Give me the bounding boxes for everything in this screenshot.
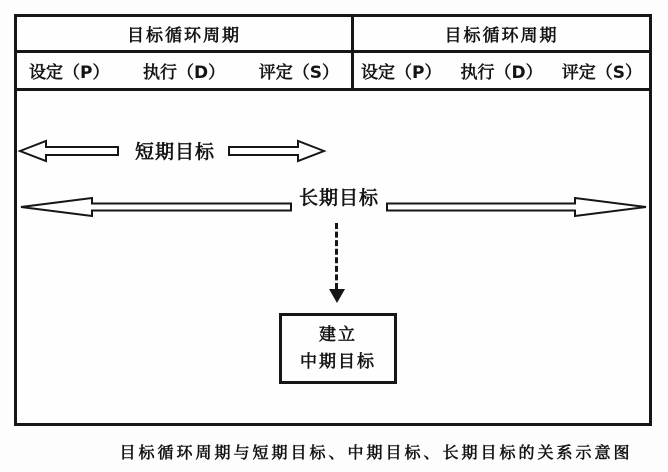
goal-cycle-column-right bbox=[354, 17, 649, 91]
down-arrowhead-icon bbox=[329, 289, 345, 303]
dashed-connector-line bbox=[335, 223, 338, 289]
mid-term-box-line1: 建立 bbox=[319, 325, 357, 346]
phase-do-right: 执行（D） bbox=[460, 63, 543, 83]
mid-term-box-line2: 中期目标 bbox=[300, 351, 376, 372]
goal-cycle-phases-right bbox=[354, 53, 649, 91]
phase-see-right: 评定（S） bbox=[561, 63, 642, 83]
short-term-left-arrow-icon bbox=[17, 138, 121, 164]
phase-set-left: 设定（P） bbox=[29, 63, 110, 83]
short-term-right-arrow-icon bbox=[227, 138, 327, 164]
goal-cycle-column-left bbox=[17, 17, 354, 91]
phase-do-left: 执行（D） bbox=[143, 63, 226, 83]
long-term-right-arrow-icon bbox=[385, 195, 649, 219]
goal-cycle-header-right: 目标循环周期 bbox=[354, 17, 649, 53]
phase-see-left: 评定（S） bbox=[258, 63, 339, 83]
goal-cycle-header-left: 目标循环周期 bbox=[17, 17, 351, 53]
mid-term-goal-box bbox=[279, 313, 397, 384]
goal-cycle-table bbox=[17, 17, 649, 91]
goal-cycle-phases-left bbox=[17, 53, 351, 91]
phase-set-right: 设定（P） bbox=[361, 63, 442, 83]
long-term-left-arrow-icon bbox=[18, 195, 294, 219]
outer-frame bbox=[14, 14, 652, 426]
short-term-goal-label: 短期目标 bbox=[134, 141, 215, 163]
figure-caption: 目标循环周期与短期目标、中期目标、长期目标的关系示意图 bbox=[119, 443, 633, 462]
long-term-goal-label: 长期目标 bbox=[298, 187, 379, 209]
